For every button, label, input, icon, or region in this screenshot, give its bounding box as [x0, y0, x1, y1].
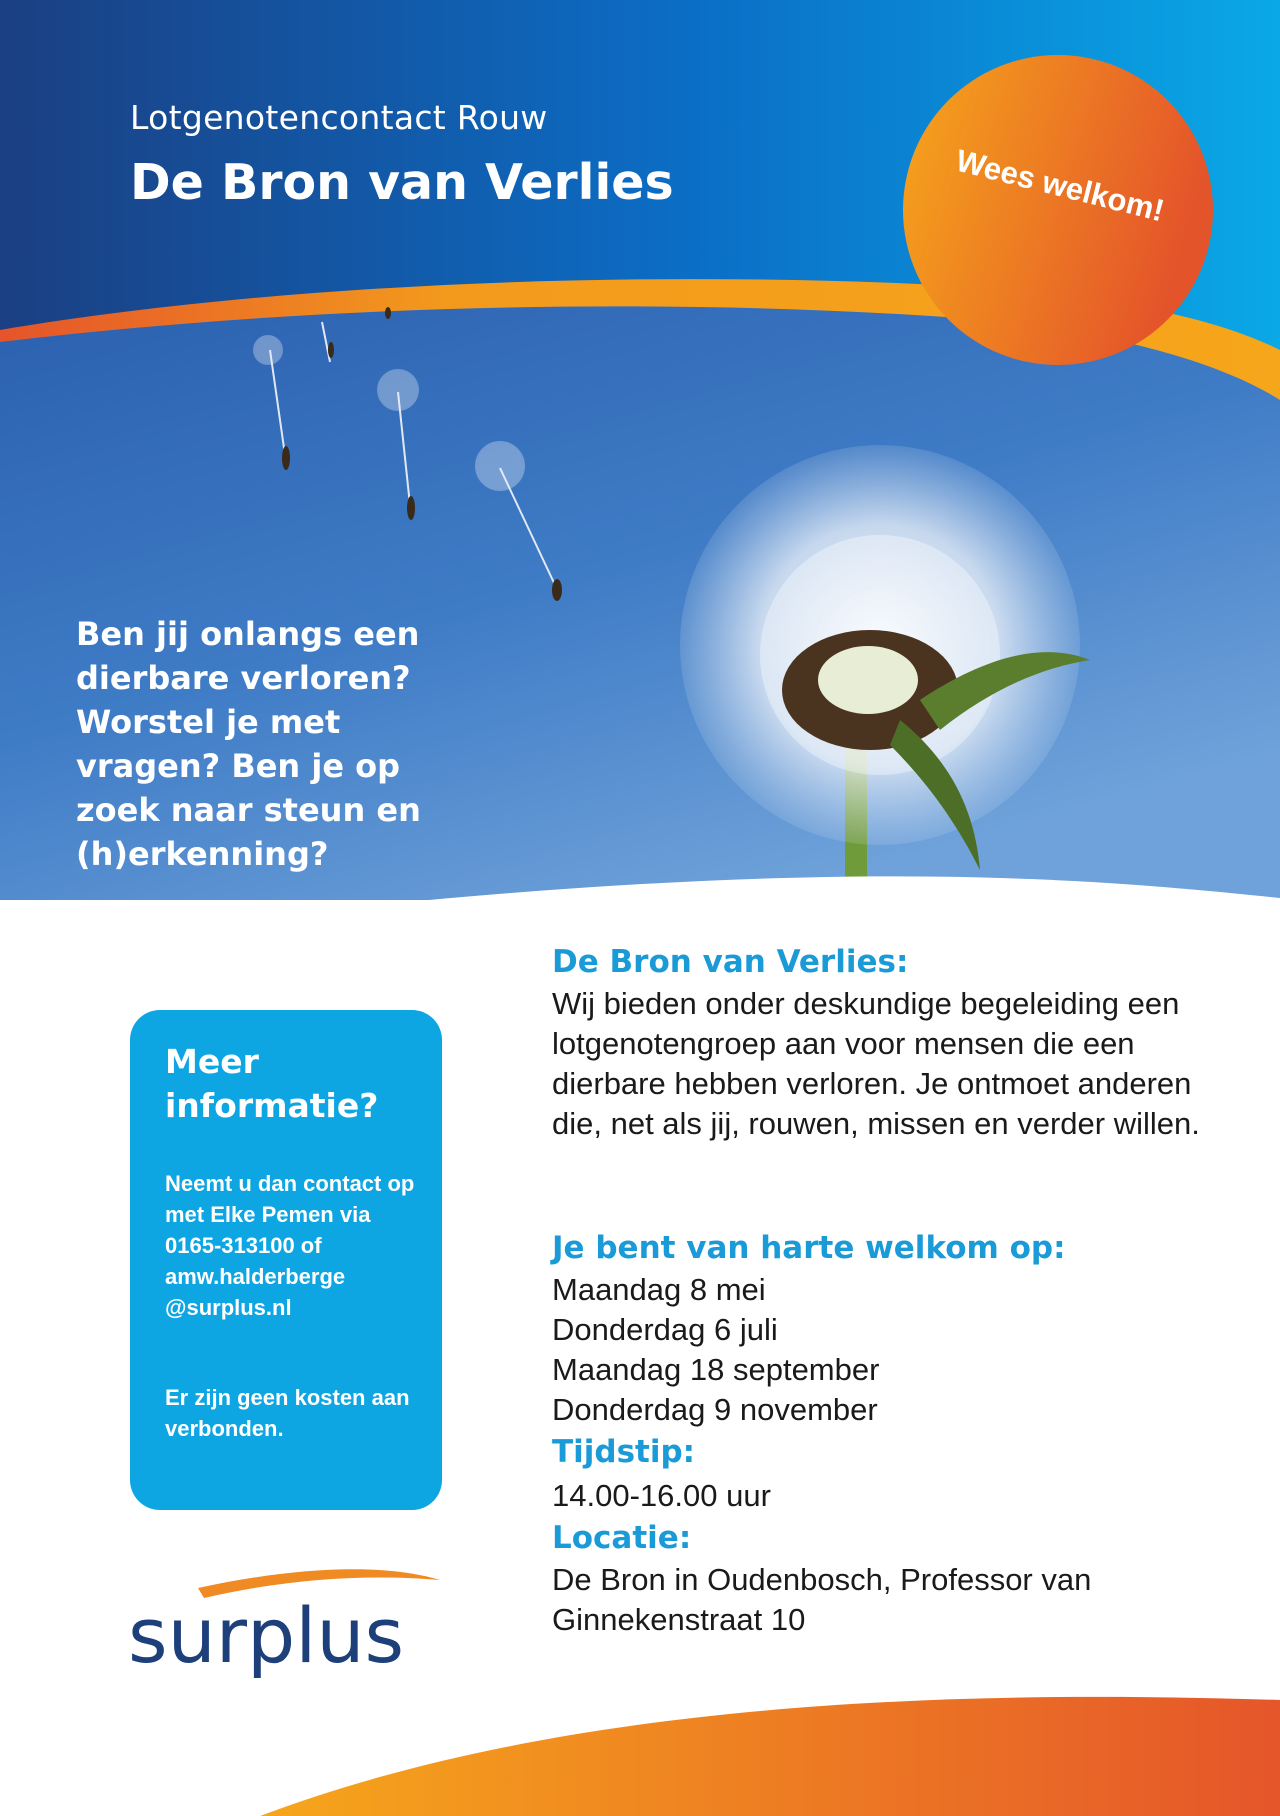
schedule-date: Donderdag 6 juli [552, 1312, 778, 1347]
intro-heading: De Bron van Verlies: [552, 944, 909, 980]
info-box-contact: Neemt u dan contact op met Elke Pemen via 0165-313100 of amw.halderberge @surplus.nl [165, 1171, 415, 1320]
surplus-logo-text: surplus [128, 1591, 405, 1680]
welcome-badge: Wees welkom! [952, 142, 1168, 229]
location-line-2: Ginnekenstraat 10 [552, 1602, 806, 1637]
schedule-date: Maandag 8 mei [552, 1272, 766, 1307]
location-heading: Locatie: [552, 1520, 692, 1556]
schedule-dates [552, 1270, 1242, 1430]
intro-text: Wij bieden onder deskundige begeleiding een lotgenotengroep aan voor mensen die een dierbare hebben verloren. Je ontmoet anderen die, net als jij, rouwen, missen en verder willen. [552, 986, 1200, 1141]
header-subtitle: Lotgenotencontact Rouw [130, 98, 548, 137]
schedule-date: Donderdag 9 november [552, 1392, 878, 1427]
info-box-cost-note: Er zijn geen kosten aan verbonden. [165, 1385, 410, 1441]
location-line-1: De Bron in Oudenbosch, Professor van [552, 1562, 1092, 1597]
header-title: De Bron van Verlies [130, 154, 674, 211]
time-heading: Tijdstip: [552, 1434, 696, 1470]
time-value: 14.00-16.00 uur [552, 1478, 771, 1513]
schedule-date: Maandag 18 september [552, 1352, 880, 1387]
hero-question: Ben jij onlangs een dierbare verloren? Worstel je met vragen? Ben je op zoek naar steun en (h)erkenning? [76, 615, 421, 873]
info-box-title: Meer informatie? [165, 1042, 379, 1125]
schedule-heading: Je bent van harte welkom op: [552, 1230, 1066, 1266]
